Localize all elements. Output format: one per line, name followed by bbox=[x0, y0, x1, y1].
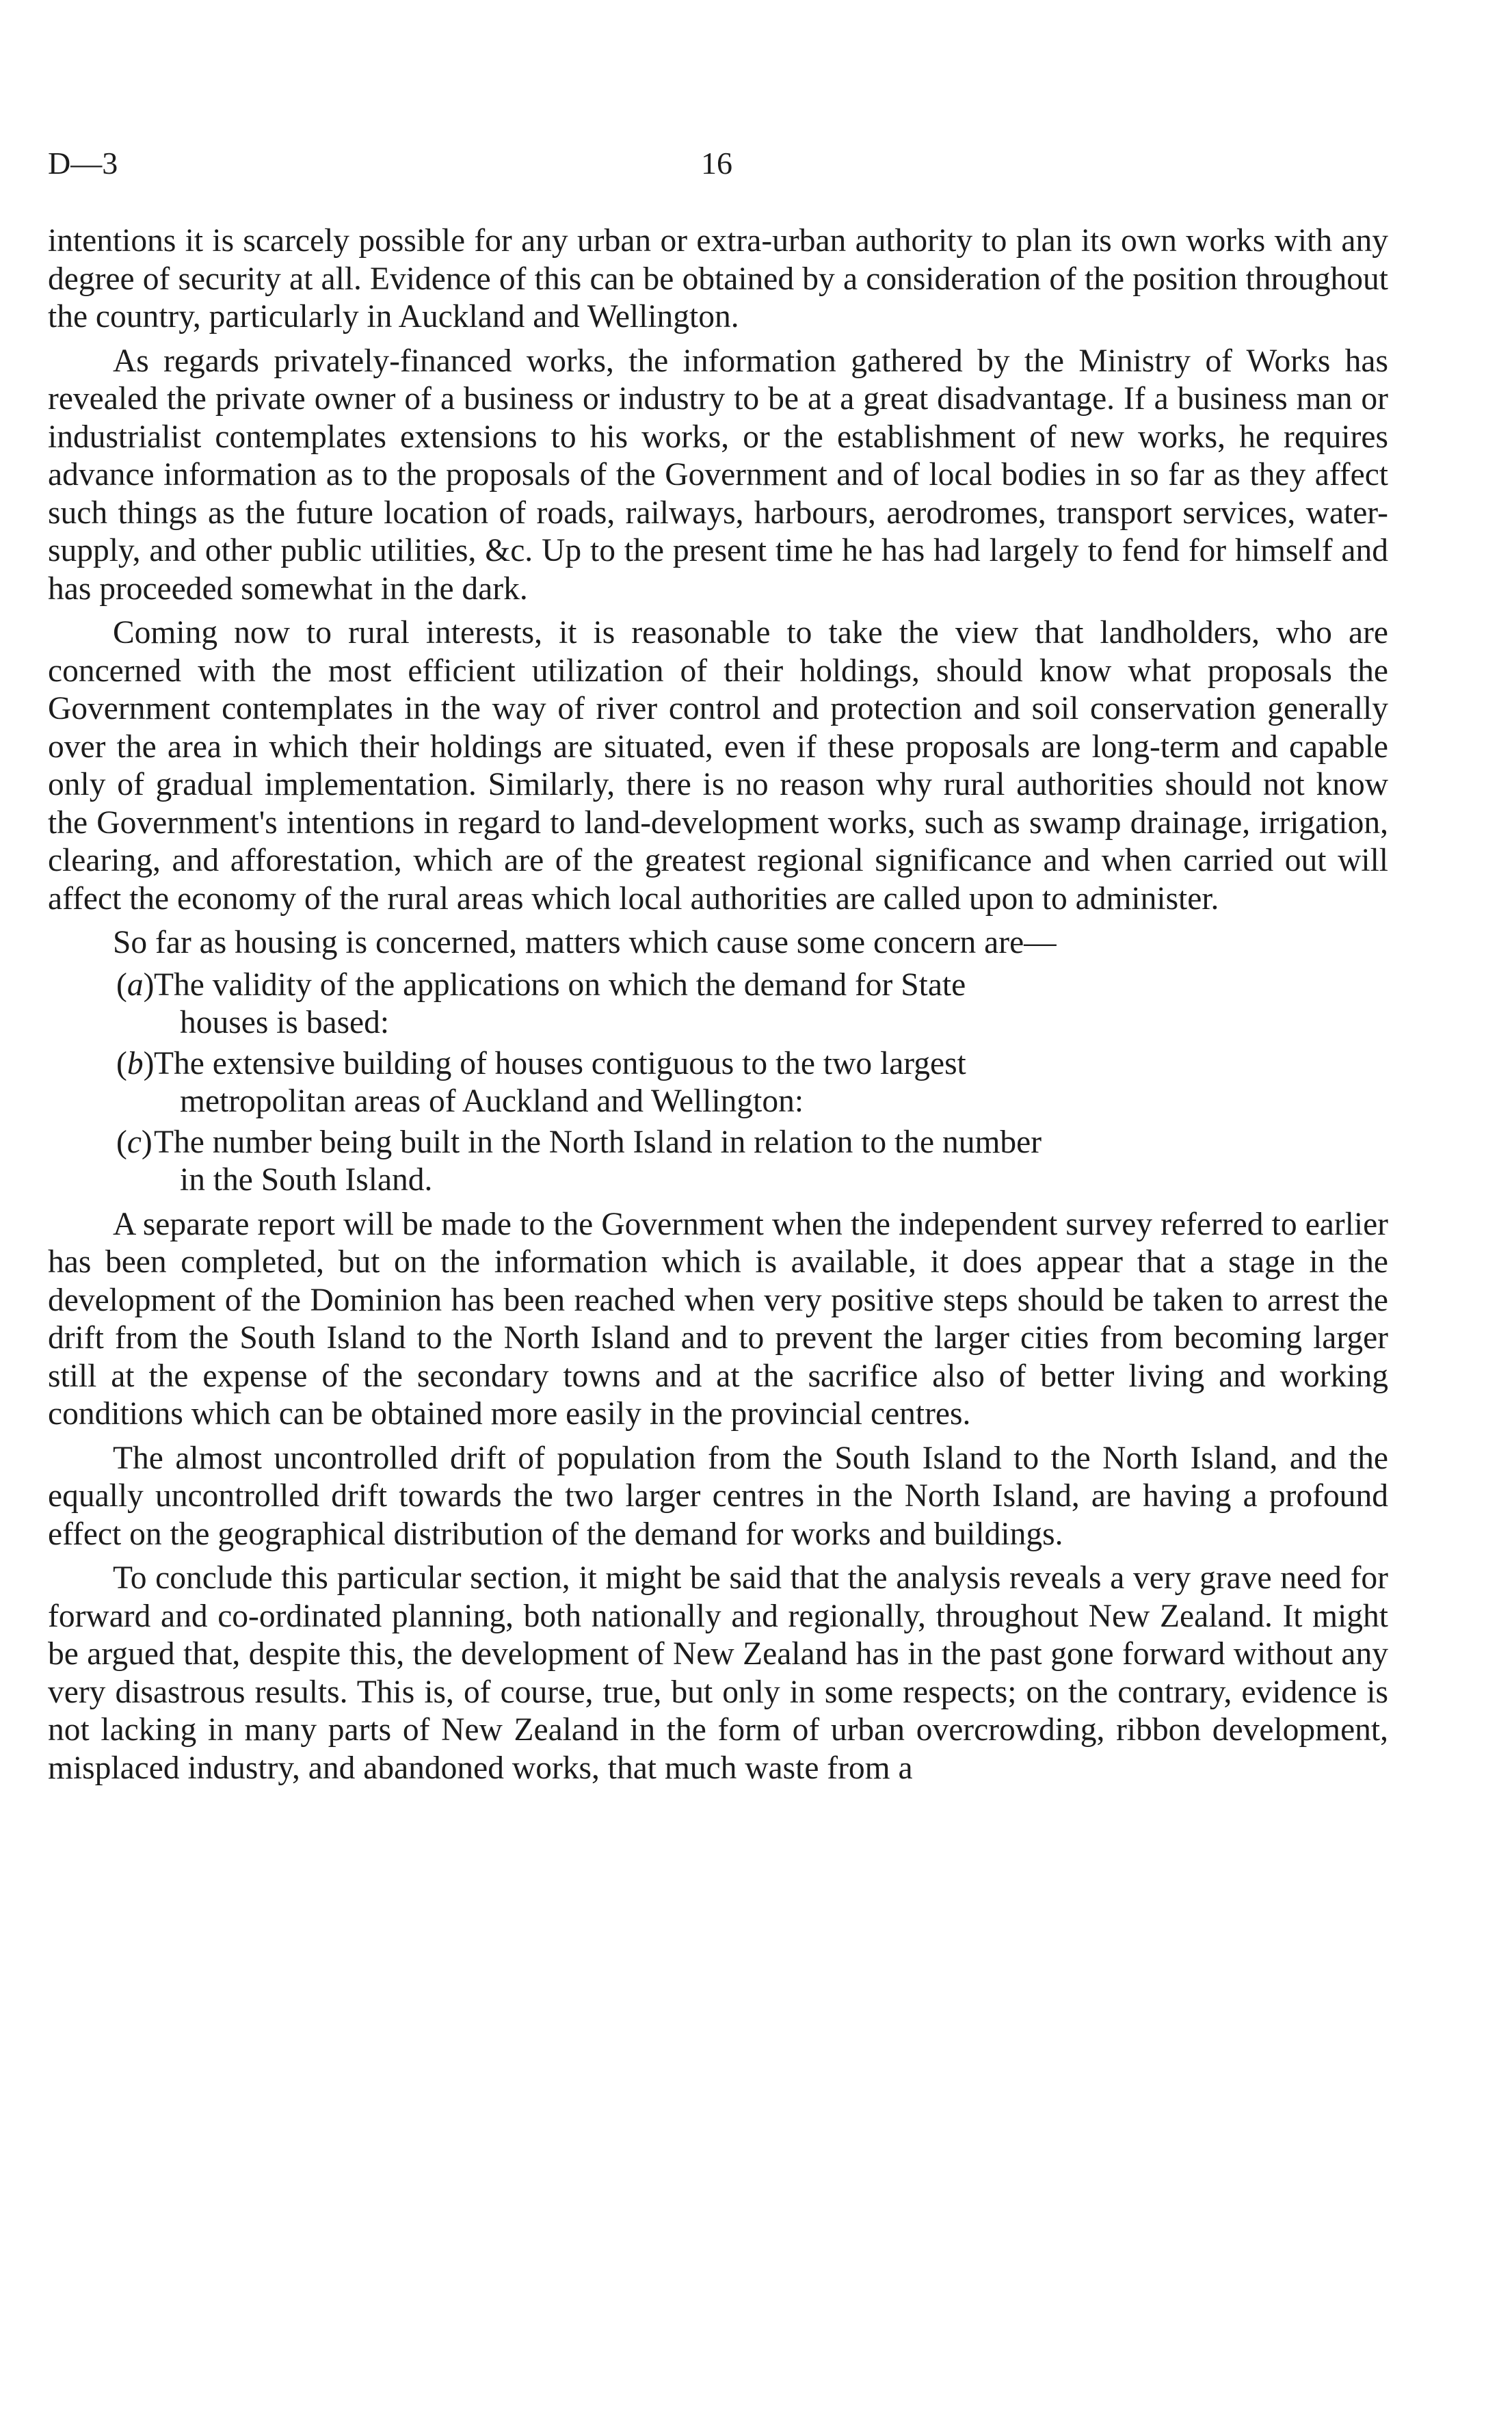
list-item bbox=[48, 1045, 1388, 1121]
list-item-text: The extensive building of houses contiguous to the two largest metropolitan areas of Auckland and Wellington: bbox=[154, 1045, 966, 1119]
page-header bbox=[48, 145, 1388, 186]
list-item-text: The number being built in the North Island in relation to the number in the South Island. bbox=[154, 1124, 1042, 1198]
paragraph-population-drift: The almost uncontrolled drift of population from the South Island to the North Island, and the equally uncontrolled drift towards the two larger centres in the North Island, are having a profound effect on the geographical distribution of the demand for works and buildings. bbox=[48, 1440, 1388, 1552]
list-item bbox=[48, 967, 1388, 1042]
paragraph-rural-interests: Coming now to rural interests, it is reasonable to take the view that landholders, who are concerned with the most efficient utilization of their holdings, should know what proposals the Government contemplates in the way of river control and protection and soil conservation generally over the area in which their holdings are situated, even if these proposals are long-term and capable only of gradual implementation. Similarly, there is no reason why rural authorities should not know the Government's intentions in regard to land-development works, such as swamp drainage, irrigation, clearing, and afforestation, which are of the greatest regional significance and when carried out will affect the economy of the rural areas which local authorities are called upon to administer. bbox=[48, 615, 1388, 917]
list-marker: (b) bbox=[116, 1045, 155, 1081]
housing-lead: So far as housing is concerned, matters which cause some concern are— bbox=[113, 925, 1057, 960]
document-reference: D—3 bbox=[48, 146, 118, 181]
housing-concerns-list bbox=[48, 967, 1388, 1200]
paragraph-continuation: intentions it is scarcely possible for any urban or extra-urban authority to plan its own works with any degree of security at all. Evidence of this can be obtained by a consideration of the position throughout the country, particularly in Auckland and Wellington. bbox=[48, 223, 1388, 334]
list-marker: (a) bbox=[116, 967, 155, 1003]
list-item bbox=[48, 1124, 1388, 1200]
list-item-text: The validity of the applications on which the demand for State houses is based: bbox=[154, 967, 966, 1040]
paragraph-separate-report: A separate report will be made to the Government when the independent survey referred to earlier has been completed, but on the information which is available, it does appear that a stage in the development of the Dominion has been reached when very positive steps should be taken to arrest the drift from the South Island to the North Island and to prevent the larger cities from becoming larger still at the expense of the secondary towns and at the sacrifice also of better living and working conditions which can be obtained more easily in the provincial centres. bbox=[48, 1206, 1388, 1432]
paragraph-conclusion: To conclude this particular section, it might be said that the analysis reveals a very grave need for forward and co-ordinated planning, both nationally and regionally, throughout New Zealand. It might be argued that, despite this, the development of New Zealand has in the past gone forward without any very disastrous results. This is, of course, true, but only in some respects; on the contrary, evidence is not lacking in many parts of New Zealand in the form of urban overcrowding, ribbon development, misplaced industry, and abandoned works, that much waste from a bbox=[48, 1560, 1388, 1786]
paragraph-privately-financed-works: As regards privately-financed works, the information gathered by the Ministry of Works has revealed the private owner of a business or industry to be at a great disadvantage. If a business man or industrialist contemplates extensions to his works, or the establishment of new works, he requires advance information as to the proposals of the Government and of local bodies in so far as they affect such things as the future location of roads, railways, harbours, aerodromes, transport services, water-supply, and other public utilities, &c. Up to the present time he has had largely to fend for himself and has proceeded somewhat in the dark. bbox=[48, 343, 1388, 607]
body-text bbox=[48, 222, 1388, 1793]
page-number: 16 bbox=[701, 146, 732, 181]
list-marker: (c) bbox=[116, 1124, 152, 1160]
